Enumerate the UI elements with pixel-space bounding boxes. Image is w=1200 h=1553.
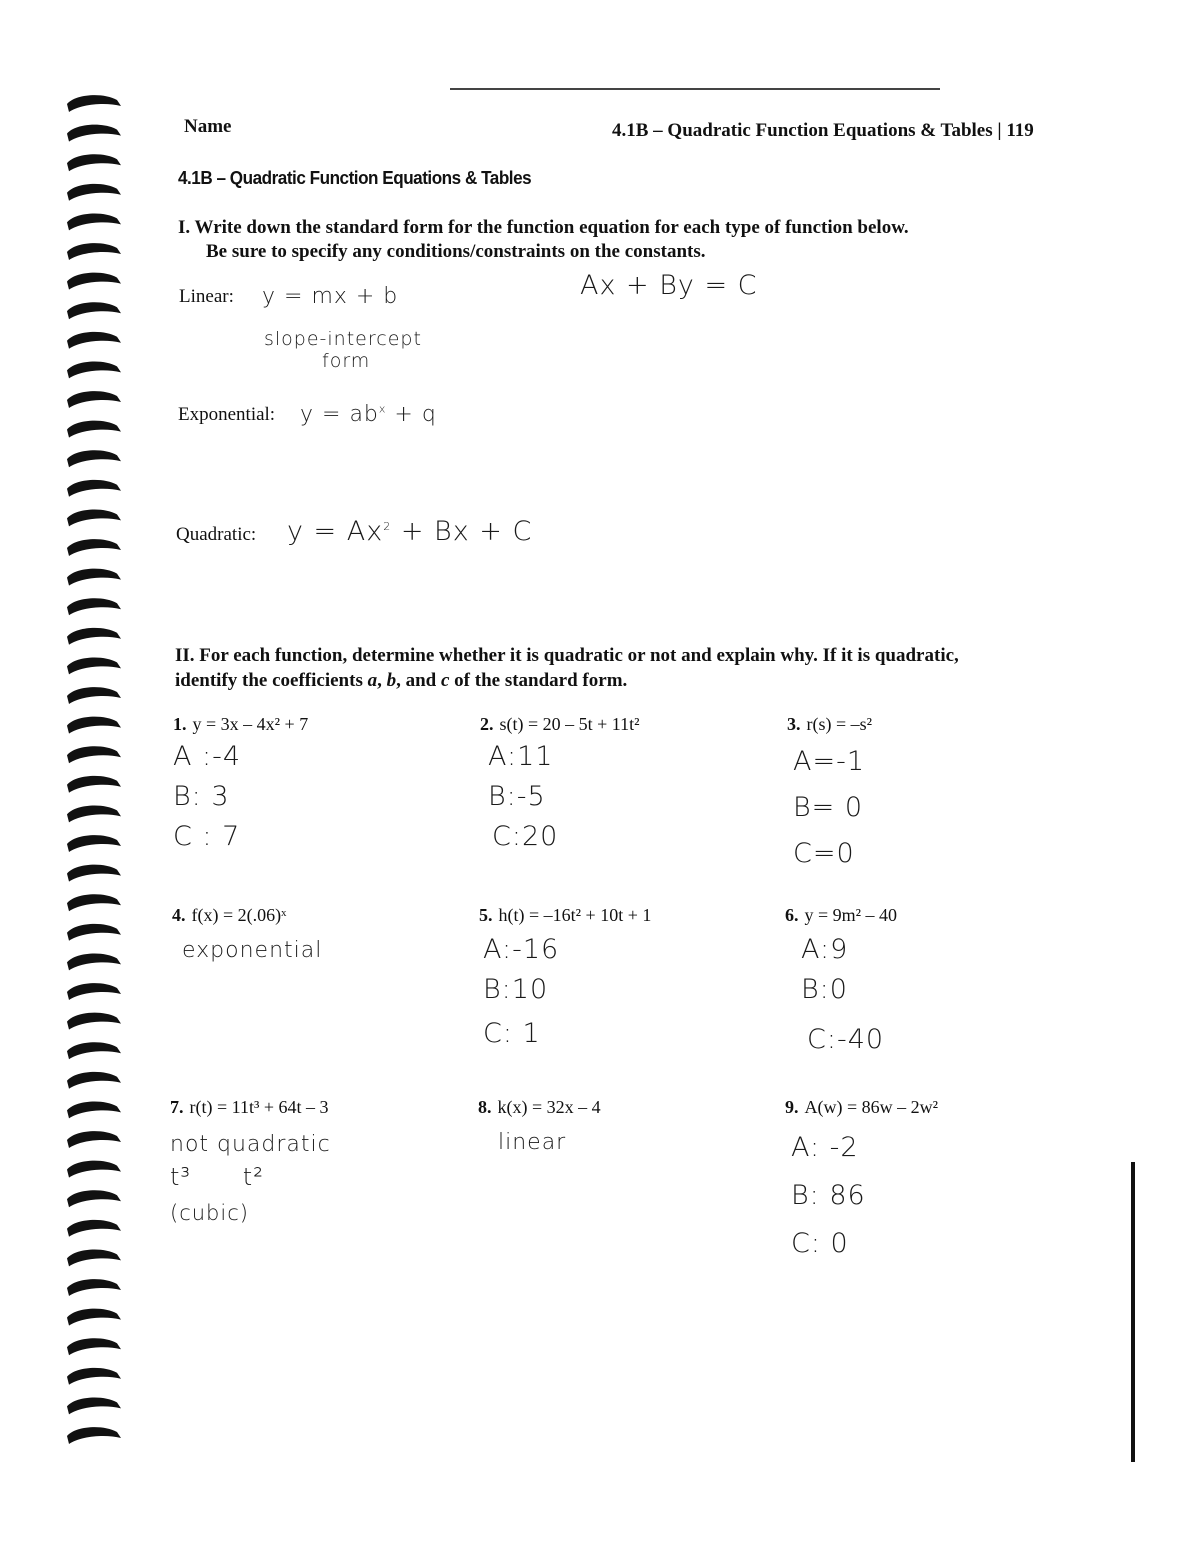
answer-line: B:-5	[488, 781, 546, 812]
problem-9	[785, 1097, 938, 1268]
exponential-answer-base: y = ab	[300, 402, 379, 427]
problem-equation	[478, 1097, 601, 1118]
spiral-coil	[67, 213, 121, 230]
spiral-coil	[67, 1131, 121, 1148]
spiral-coil	[67, 184, 121, 201]
answer-line: C: 1	[483, 1018, 541, 1049]
answer-line: t³ t²	[170, 1163, 264, 1191]
answer-line: C:-40	[807, 1024, 885, 1055]
quadratic-answer-exp: 2	[383, 520, 392, 533]
spiral-coil	[67, 569, 121, 586]
page-header	[612, 120, 1034, 142]
problem-2	[480, 714, 640, 857]
part2-instruction-text: identify the coefficients	[175, 670, 368, 691]
problem-8	[478, 1097, 601, 1155]
spiral-coil	[67, 539, 121, 556]
coef-b: b	[386, 670, 397, 691]
exponential-answer-exp: x	[378, 402, 387, 416]
answer-line: B: 86	[791, 1180, 866, 1211]
spiral-coil	[67, 865, 121, 882]
spiral-coil	[67, 95, 121, 112]
page-title: 4.1B – Quadratic Function Equations & Tables	[612, 120, 993, 141]
problem-7	[170, 1097, 331, 1225]
problem-equation	[480, 714, 640, 735]
problem-number: 7.	[170, 1097, 184, 1117]
problem-expression: h(t) = –16t² + 10t + 1	[498, 905, 652, 925]
answer-line: C : 7	[173, 821, 241, 852]
part2-instructions	[175, 643, 1075, 693]
problem-expression: s(t) = 20 – 5t + 11t²	[499, 714, 640, 734]
answer-line: (cubic)	[170, 1201, 249, 1225]
margin-rule	[1131, 1162, 1135, 1462]
spiral-coil	[67, 421, 121, 438]
quadratic-answer-base: y = Ax	[287, 516, 384, 547]
spiral-coil	[67, 1220, 121, 1237]
name-label: Name	[184, 116, 232, 137]
answer-line: B:10	[483, 974, 549, 1005]
answer-line: B: 3	[173, 781, 230, 812]
spiral-coil	[67, 1427, 121, 1444]
answer-line: B= 0	[793, 792, 864, 823]
problem-expression: f(x) = 2(.06)ˣ	[191, 905, 287, 925]
part2-instruction-and: , and	[396, 670, 441, 691]
answer-line: A=-1	[793, 746, 866, 777]
spiral-coil	[67, 302, 121, 319]
spiral-coil	[67, 687, 121, 704]
spiral-coil	[67, 332, 121, 349]
spiral-coil	[67, 361, 121, 378]
spiral-coil	[67, 450, 121, 467]
spiral-coil	[67, 1368, 121, 1385]
part1-instructions	[178, 216, 998, 264]
answer-line: A:11	[488, 741, 554, 772]
linear-label: Linear:	[179, 286, 234, 307]
spiral-binding	[55, 80, 135, 1470]
answer-line: A: -2	[791, 1132, 859, 1163]
part1-instruction-line1: I. Write down the standard form for the function equation for each type of function below.	[178, 217, 909, 238]
problem-equation	[172, 905, 322, 926]
top-rule	[450, 88, 940, 90]
spiral-coil	[67, 657, 121, 674]
spiral-coil	[67, 628, 121, 645]
answer-line: C:20	[492, 821, 559, 852]
problem-equation	[173, 714, 308, 735]
linear-note-line2: form	[322, 350, 371, 372]
problem-number: 6.	[785, 905, 799, 925]
problem-expression: A(w) = 86w – 2w²	[804, 1097, 939, 1117]
problem-6	[785, 905, 897, 1060]
spiral-coil	[67, 1013, 121, 1030]
quadratic-answer	[287, 516, 532, 547]
problem-number: 8.	[478, 1097, 492, 1117]
answer-line: linear	[498, 1130, 567, 1155]
spiral-coil	[67, 983, 121, 1000]
answer-line: C: 0	[791, 1228, 849, 1259]
spiral-coil	[67, 1161, 121, 1178]
linear-note-line1: slope-intercept	[264, 328, 422, 350]
spiral-coil	[67, 273, 121, 290]
spiral-coil	[67, 598, 121, 615]
answer-line: A:-16	[483, 934, 560, 965]
spiral-coil	[67, 1279, 121, 1296]
spiral-coil	[67, 243, 121, 260]
section-heading: 4.1B – Quadratic Function Equations & Tables	[178, 168, 532, 188]
linear-answer: y = mx + b	[262, 284, 399, 309]
answer-line: C=0	[793, 838, 855, 869]
exponential-answer	[300, 402, 437, 427]
problem-4	[172, 905, 322, 963]
problem-number: 3.	[787, 714, 801, 734]
problem-expression: y = 9m² – 40	[804, 905, 898, 925]
answer-line: exponential	[182, 938, 323, 963]
problem-number: 9.	[785, 1097, 799, 1117]
answer-line: B:0	[801, 974, 848, 1005]
problem-number: 2.	[480, 714, 494, 734]
quadratic-answer-tail: + Bx + C	[400, 516, 533, 547]
spiral-coil	[67, 1101, 121, 1118]
problem-5	[479, 905, 651, 1054]
problem-expression: y = 3x – 4x² + 7	[192, 714, 309, 734]
problem-expression: k(x) = 32x – 4	[497, 1097, 601, 1117]
part2-instruction-line1: II. For each function, determine whether it is quadratic or not and explain why. If it is quadratic,	[175, 645, 959, 666]
problem-expression: r(s) = –s²	[806, 714, 873, 734]
spiral-coil	[67, 480, 121, 497]
answer-line: A:9	[801, 934, 849, 965]
spiral-coil	[67, 1190, 121, 1207]
spiral-coil	[67, 835, 121, 852]
coef-c: c	[440, 670, 450, 691]
spiral-coil	[67, 391, 121, 408]
problem-3	[787, 714, 872, 877]
problem-equation	[170, 1097, 331, 1118]
quadratic-label: Quadratic:	[176, 524, 257, 545]
spiral-coil	[67, 1249, 121, 1266]
spiral-coil	[67, 125, 121, 142]
problem-equation	[479, 905, 651, 926]
spiral-coil	[67, 509, 121, 526]
answer-line: not quadratic	[170, 1132, 331, 1157]
part2-instruction-tail: of the standard form.	[449, 670, 628, 691]
page-number-divider: |	[997, 120, 1007, 141]
part1-instruction-line2: Be sure to specify any conditions/constraints on the constants.	[206, 241, 706, 262]
problem-equation	[785, 905, 897, 926]
spiral-coil	[67, 1072, 121, 1089]
spiral-coil	[67, 1397, 121, 1414]
exponential-label: Exponential:	[178, 404, 276, 425]
problem-number: 4.	[172, 905, 186, 925]
spiral-coil	[67, 1338, 121, 1355]
answer-line: A :-4	[173, 741, 242, 772]
problem-number: 1.	[173, 714, 187, 734]
problem-number: 5.	[479, 905, 493, 925]
problem-equation	[787, 714, 872, 735]
coef-a: a	[367, 670, 378, 691]
problem-expression: r(t) = 11t³ + 64t – 3	[189, 1097, 329, 1117]
spiral-coil	[67, 953, 121, 970]
part2-instruction-line2: identify the coefficients a, b, and c of the standard form.	[175, 670, 628, 691]
spiral-coil	[67, 1042, 121, 1059]
problem-equation	[785, 1097, 938, 1118]
exponential-answer-tail: + q	[394, 402, 437, 427]
spiral-coil	[67, 924, 121, 941]
spiral-coil	[67, 154, 121, 171]
linear-alt-answer: Ax + By = C	[580, 270, 758, 301]
spiral-coil	[67, 776, 121, 793]
problem-1	[173, 714, 308, 857]
spiral-coil	[67, 1309, 121, 1326]
page-number: 119	[1006, 120, 1034, 141]
spiral-coil	[67, 746, 121, 763]
spiral-coil	[67, 894, 121, 911]
spiral-coil	[67, 717, 121, 734]
spiral-coil	[67, 805, 121, 822]
